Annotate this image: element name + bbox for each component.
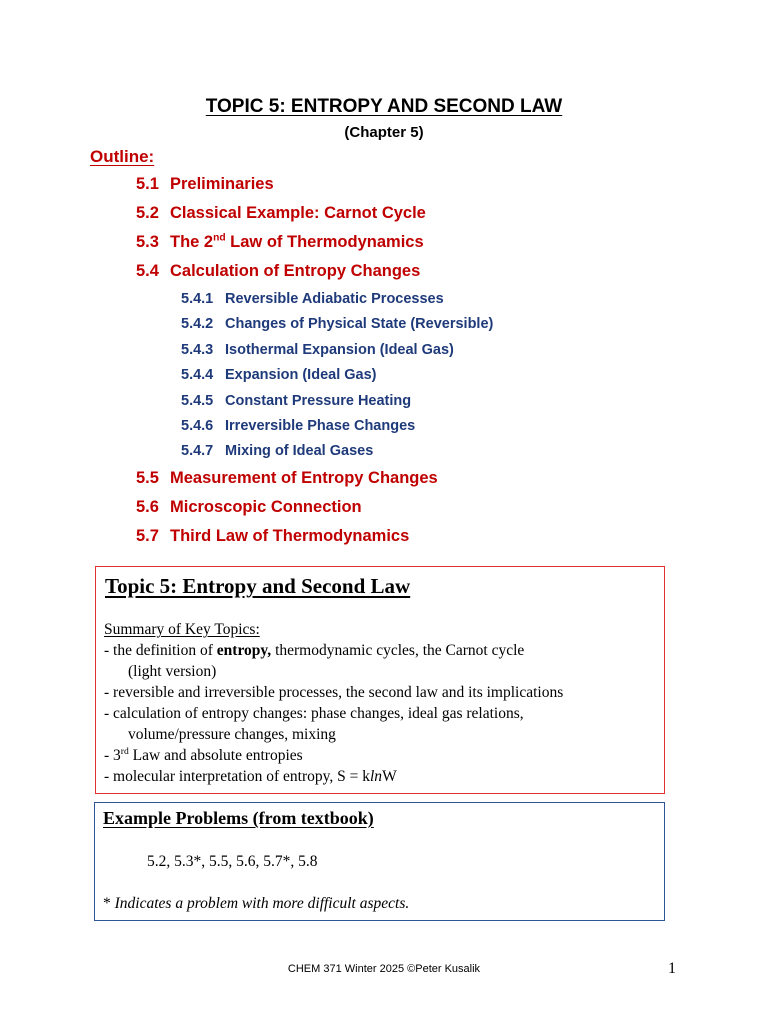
problem-list: 5.2, 5.3*, 5.5, 5.6, 5.7*, 5.8 <box>147 853 318 870</box>
subsection-title: Expansion (Ideal Gas) <box>225 367 377 383</box>
outline-subitem <box>181 291 444 307</box>
section-number: 5.5 <box>136 469 159 487</box>
subsection-number: 5.4.3 <box>181 342 214 358</box>
outline-item-5-5 <box>136 469 438 488</box>
subsection-number: 5.4.5 <box>181 393 214 409</box>
outline-item-5-4 <box>136 262 420 281</box>
section-number: 5.1 <box>136 175 159 193</box>
difficulty-footnote: * Indicates a problem with more difficult aspects. <box>103 895 410 912</box>
summary-item-processes: - reversible and irreversible processes, the second law and its implications <box>104 684 564 701</box>
example-problems-title: Example Problems (from textbook) <box>103 808 374 828</box>
section-number: 5.3 <box>136 233 159 251</box>
section-title: Preliminaries <box>170 175 274 193</box>
subsection-number: 5.4.7 <box>181 443 214 459</box>
outline-subitem <box>181 316 493 332</box>
subsection-title: Reversible Adiabatic Processes <box>225 291 444 307</box>
outline-subitem <box>181 418 415 434</box>
section-number: 5.2 <box>136 204 159 222</box>
section-title: Third Law of Thermodynamics <box>170 527 410 545</box>
summary-item-molecular: - molecular interpretation of entropy, S = klnW <box>104 768 397 785</box>
section-title: Classical Example: Carnot Cycle <box>170 204 426 222</box>
summary-box-title: Topic 5: Entropy and Second Law <box>105 574 411 598</box>
section-title: The 2nd Law of Thermodynamics <box>170 232 424 251</box>
summary-box <box>95 566 665 794</box>
outline-subitem <box>181 393 411 409</box>
section-number: 5.6 <box>136 498 159 516</box>
outline-item-5-7 <box>136 527 409 546</box>
subsection-title: Changes of Physical State (Reversible) <box>225 316 494 332</box>
subsection-number: 5.4.1 <box>181 291 214 307</box>
outline-item-5-2 <box>136 204 426 223</box>
outline-subitem <box>181 342 454 358</box>
subsection-number: 5.4.4 <box>181 367 214 383</box>
section-number: 5.7 <box>136 527 159 545</box>
outline-item-5-3 <box>136 233 424 252</box>
summary-item-entropy-cont: (light version) <box>128 663 217 680</box>
section-title: Microscopic Connection <box>170 498 362 516</box>
section-title: Measurement of Entropy Changes <box>170 469 438 487</box>
summary-list <box>104 619 563 787</box>
outline-item-5-6 <box>136 498 362 517</box>
summary-item-calculation-cont: volume/pressure changes, mixing <box>128 726 336 743</box>
page-title: TOPIC 5: ENTROPY AND SECOND LAW <box>205 96 563 117</box>
subsection-number: 5.4.2 <box>181 316 214 332</box>
summary-item-calculation: - calculation of entropy changes: phase changes, ideal gas relations, <box>104 705 524 722</box>
subsection-title: Constant Pressure Heating <box>225 393 412 409</box>
subsection-title: Mixing of Ideal Gases <box>225 443 374 459</box>
summary-heading: Summary of Key Topics: <box>104 621 260 638</box>
section-title: Calculation of Entropy Changes <box>170 262 421 280</box>
subsection-title: Isothermal Expansion (Ideal Gas) <box>225 342 454 358</box>
outline-heading: Outline: <box>90 147 155 166</box>
outline-subitem <box>181 367 377 383</box>
subsection-number: 5.4.6 <box>181 418 214 434</box>
example-problems-box <box>94 802 665 921</box>
footer-text: CHEM 371 Winter 2025 ©Peter Kusalik <box>287 963 481 975</box>
chapter-subtitle: (Chapter 5) <box>344 124 424 141</box>
subsection-title: Irreversible Phase Changes <box>225 418 416 434</box>
summary-item-entropy: - the definition of entropy, thermodynamic cycles, the Carnot cycle <box>104 642 525 659</box>
section-number: 5.4 <box>136 262 159 280</box>
outline-item-5-1 <box>136 175 274 194</box>
page-number: 1 <box>668 960 676 977</box>
outline-subitem <box>181 443 373 459</box>
summary-item-third-law: - 3rd Law and absolute entropies <box>104 745 303 764</box>
